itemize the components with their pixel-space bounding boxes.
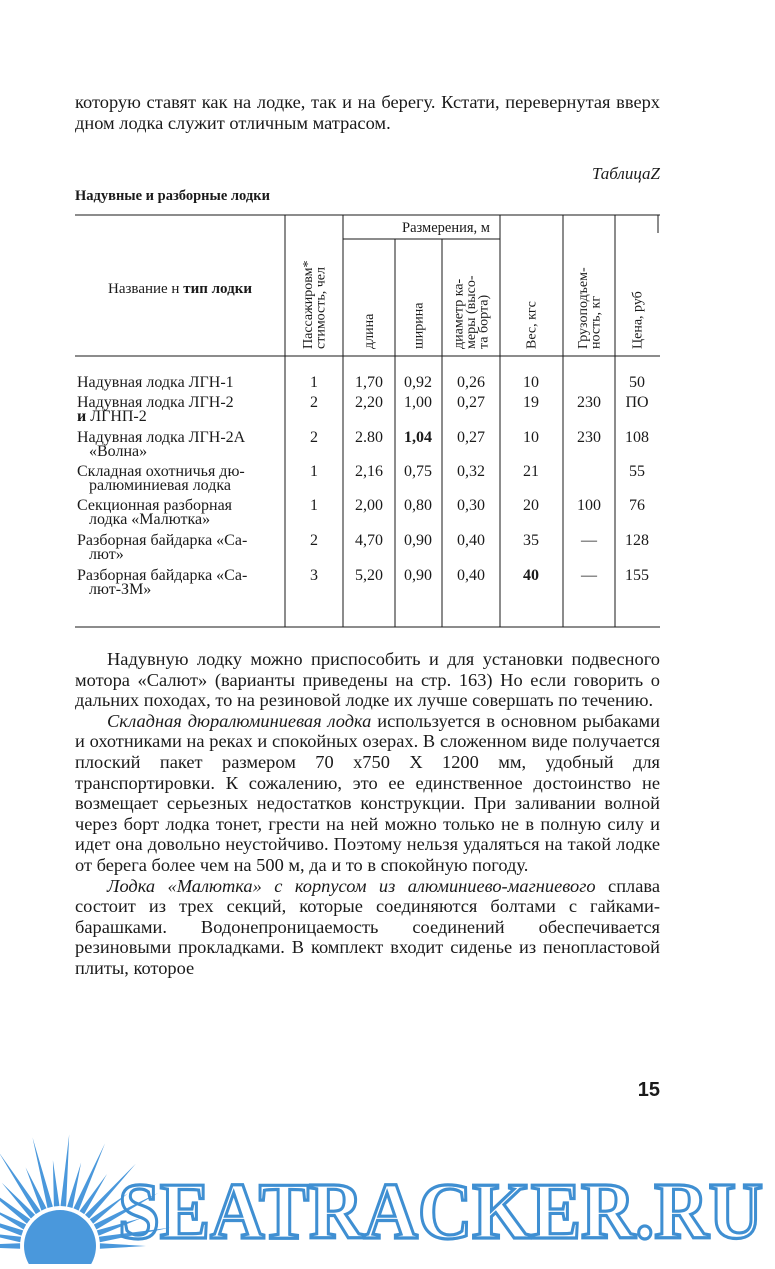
cell-length: 4,70 [355, 532, 383, 549]
row-name: Разборная байдарка «Са- [77, 567, 248, 584]
cell-length: 2,16 [355, 463, 383, 480]
cell-passengers: 1 [310, 463, 318, 480]
cell-width: 0,80 [404, 497, 432, 514]
cell-capacity: 100 [577, 497, 601, 514]
table-label: ТаблицаZ [591, 164, 660, 183]
cell-price: 55 [629, 463, 645, 480]
header-width: ширина [411, 302, 427, 349]
cell-capacity: — [581, 567, 597, 584]
header-capacity: ность, кг [588, 295, 604, 349]
header-weight: Вес, кгс [524, 301, 540, 349]
cell-capacity: — [581, 532, 597, 549]
row-name: лодка «Малютка» [89, 511, 211, 528]
cell-weight: 21 [523, 463, 539, 480]
row-name: Секционная разборная [77, 497, 233, 514]
row-name [77, 408, 147, 425]
sun-disc [24, 1210, 96, 1264]
row-name: Надувная лодка ЛГН-2 [77, 394, 234, 411]
cell-weight: 19 [523, 394, 539, 411]
cell-price: 50 [629, 374, 645, 391]
sun-ray [26, 1167, 47, 1210]
row-name: ралюминиевая лодка [89, 477, 231, 494]
row-name-rest: ЛГНП-2 [90, 408, 147, 425]
cell-length: 2,00 [355, 497, 383, 514]
header-name-bold: тип лодки [183, 281, 252, 297]
sun-ray [33, 1137, 53, 1208]
cell-length: 1,70 [355, 374, 383, 391]
header-diameter: диаметр ка- [451, 278, 467, 349]
header-dimensions: Размерения, м [402, 220, 490, 236]
cell-passengers: 3 [310, 567, 318, 584]
cell-passengers: 2 [310, 532, 318, 549]
cell-width: 0,90 [404, 532, 432, 549]
cell-passengers: 2 [310, 429, 318, 446]
cell-weight: 10 [523, 374, 539, 391]
boats-table [75, 213, 660, 629]
cell-width: 1,00 [404, 394, 432, 411]
header-name-plain: Название н [108, 281, 184, 297]
header-passengers: Пассажировм* [300, 260, 316, 349]
site-watermark [0, 1128, 775, 1264]
header-passengers: стимость, чел [313, 267, 329, 349]
cell-passengers: 2 [310, 394, 318, 411]
row-name: Надувная лодка ЛГН-2А [77, 429, 246, 446]
row-name: Надувная лодка ЛГН-1 [77, 374, 234, 391]
paragraph-inflatable: Надувную лодку можно приспособить и для установки подвесного мотора «Салют» (варианты приведены на стр. 163) Но если говорить о дальних походах, то на резиновой лодке их лучше совершать по течению. [75, 649, 660, 711]
cell-weight: 40 [523, 567, 539, 584]
cell-length: 2,20 [355, 394, 383, 411]
watermark-text: SEATRACKER.RU [118, 1168, 763, 1256]
row-name: Разборная байдарка «Са- [77, 532, 248, 549]
row-name: лют» [89, 546, 124, 563]
cell-weight: 10 [523, 429, 539, 446]
cell-diameter: 0,30 [457, 497, 485, 514]
paragraph-folding-boat-text: используется в основном рыбаками и охотниками на реках и спокойных озерах. В сложенном виде получается плоский пакет размером 70 x750 X 1200 мм, удобный для транспортировки. К сожалению, это ее единственное достоинство не возмещает серьезных недостатков конструкции. При заливании волной через борт лодка тонет, грести на ней можно только не в полную силу и идет она довольно неустойчиво. Поэтому нельзя удаляться на такой лодке от берега более чем на 500 м, да и то в спокойную погоду. [75, 710, 661, 875]
cell-price: 155 [625, 567, 649, 584]
cell-price: 108 [625, 429, 649, 446]
cell-diameter: 0,40 [457, 567, 485, 584]
cell-capacity: 230 [577, 429, 601, 446]
header-capacity: Грузоподъем- [575, 267, 591, 349]
row-name-and: и [77, 408, 91, 425]
term-malyutka: Лодка «Малютка» с корпусом из алюминиево-магниевого [107, 875, 596, 896]
paragraph-malyutka [75, 876, 660, 979]
row-name: Складная охотничья дю- [77, 463, 245, 480]
header-diameter: та борта) [476, 294, 492, 349]
cell-length: 5,20 [355, 567, 383, 584]
boats-table-grid [75, 213, 660, 629]
page-number: 15 [637, 1079, 660, 1101]
paragraph-folding-boat [75, 711, 660, 876]
header-name [108, 281, 252, 297]
cell-passengers: 1 [310, 497, 318, 514]
cell-width: 1,04 [404, 429, 432, 446]
cell-width: 0,75 [404, 463, 432, 480]
cell-diameter: 0,40 [457, 532, 485, 549]
header-length: длина [362, 313, 377, 349]
term-folding-boat: Складная дюралюминиевая лодка [107, 710, 372, 731]
cell-capacity: 230 [577, 394, 601, 411]
paragraph-malyutka-text: сплава состоит из трех секций, которые соединяются болтами с гайками-барашками. Водонепроницаемость соединений обеспечивается резиновыми прокладками. В комплект входит сиденье из пенопластовой плиты, которое [75, 875, 661, 978]
cell-passengers: 1 [310, 374, 318, 391]
header-price: Цена, руб [630, 291, 646, 349]
cell-diameter: 0,32 [457, 463, 485, 480]
row-name: «Волна» [89, 443, 148, 460]
cell-price: 76 [629, 497, 645, 514]
cell-width: 0,90 [404, 567, 432, 584]
cell-price: 128 [625, 532, 649, 549]
cell-price: ПО [625, 394, 649, 411]
sun-ray [53, 1160, 60, 1206]
row-name: лют-ЗМ» [89, 581, 152, 598]
cell-width: 0,92 [404, 374, 432, 391]
cell-diameter: 0,27 [457, 394, 485, 411]
cell-diameter: 0,26 [457, 374, 485, 391]
cell-length: 2.80 [355, 429, 383, 446]
table-title: Надувные и разборные лодки [75, 188, 270, 204]
cell-weight: 20 [523, 497, 539, 514]
sun-ray [0, 1243, 20, 1249]
cell-diameter: 0,27 [457, 429, 485, 446]
header-diameter: меры (высо- [464, 275, 479, 349]
cell-weight: 35 [523, 532, 539, 549]
intro-paragraph: которую ставят как на лодке, так и на берегу. Кстати, перевернутая вверх дном лодка служит отличным матрасом. [75, 92, 660, 133]
body-text [75, 649, 660, 979]
sun-ray [61, 1134, 70, 1206]
